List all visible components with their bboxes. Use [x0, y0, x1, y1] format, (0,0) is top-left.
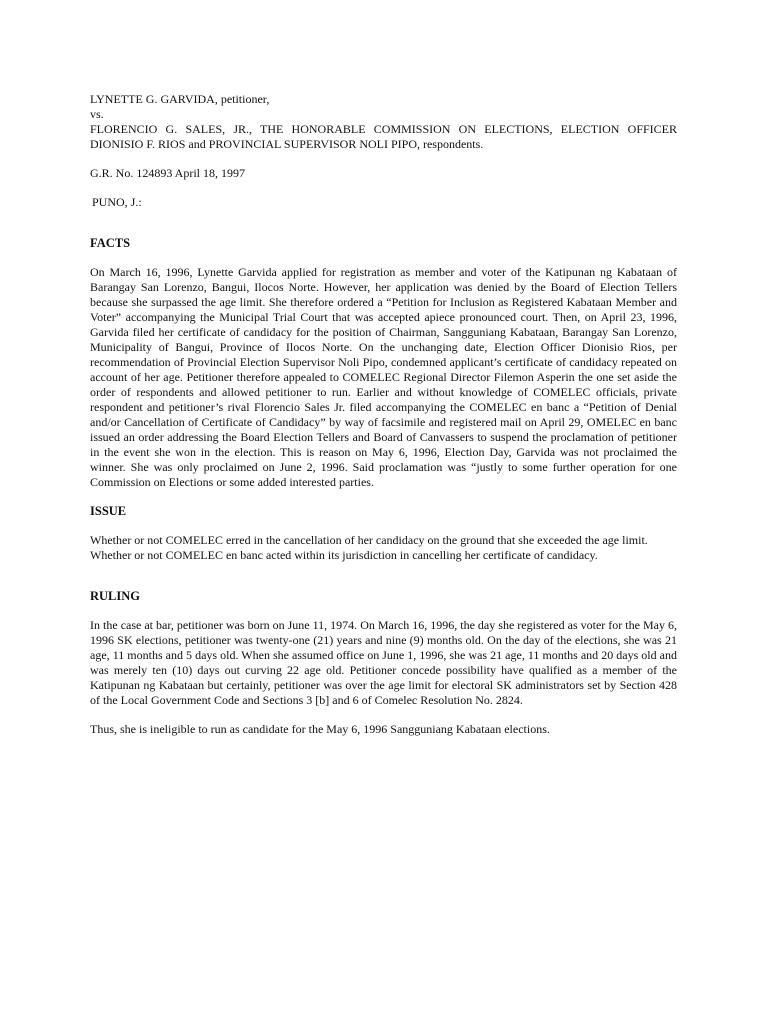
ponente: PUNO, J.:: [92, 195, 142, 209]
issue-line-1: Whether or not COMELEC erred in the cancellation of her candidacy on the ground that she exceeded the age limit.: [90, 533, 648, 547]
versus-line: vs.: [90, 107, 104, 121]
document-page: [90, 92, 677, 737]
ruling-conclusion: Thus, she is ineligible to run as candidate for the May 6, 1996 Sangguniang Kabataan elections.: [90, 722, 550, 736]
petitioner-line: LYNETTE G. GARVIDA, petitioner,: [90, 92, 270, 106]
issue-line-2: Whether or not COMELEC en banc acted within its jurisdiction in cancelling her certificate of candidacy.: [90, 548, 598, 562]
case-caption: [90, 92, 677, 152]
facts-heading: FACTS: [90, 236, 131, 250]
respondents-line: FLORENCIO G. SALES, JR., THE HONORABLE COMMISSION ON ELECTIONS, ELECTION OFFICER DIONISIO F. RIOS and PROVINCIAL SUPERVISOR NOLI PIPO, respondents.: [90, 122, 677, 151]
facts-body: On March 16, 1996, Lynette Garvida applied for registration as member and voter of the Katipunan ng Kabataan of Barangay San Lorenzo, Bangui, Ilocos Norte. However, her application was denied by the Board of Election Tellers because she surpassed the age limit. She therefore ordered a “Petition for Inclusion as Registered Kabataan Member and Voter” accompanying the Municipal Trial Court that was accepted apiece pronounced court. Then, on April 23, 1996, Garvida filed her certificate of candidacy for the position of Chairman, Sangguniang Kabataan, Barangay San Lorenzo, Municipality of Bangui, Province of Ilocos Norte. On the unchanging date, Election Officer Dionisio Rios, per recommendation of Provincial Election Supervisor Noli Pipo, condemned applicant’s certificate of candidacy repeated on account of her age. Petitioner therefore appealed to COMELEC Regional Director Filemon Asperin the one set aside the order of respondents and allowed petitioner to run. Earlier and without knowledge of COMELEC officials, private respondent and petitioner’s rival Florencio Sales Jr. filed accompanying the COMELEC en banc a “Petition of Denial and/or Cancellation of Certificate of Candidacy” by way of facsimile and registered mail on April 29, OMELEC en banc issued an order addressing the Board Election Tellers and Board of Canvassers to suspend the proclamation of petitioner in the event she won in the election. This is reason on May 6, 1996, Election Day, Garvida was not proclaimed the winner. She was only proclaimed on June 2, 1996. Said proclamation was “justly to some further operation for one Commission on Elections or some added interested parties.: [90, 265, 677, 489]
ruling-heading: RULING: [90, 589, 141, 603]
issue-heading: ISSUE: [90, 504, 127, 518]
ruling-body: In the case at bar, petitioner was born on June 11, 1974. On March 16, 1996, the day she registered as voter for the May 6, 1996 SK elections, petitioner was twenty-one (21) years and nine (9) months old. On the day of the elections, she was 21 age, 11 months and 5 days old. When she assumed office on June 1, 1996, she was 21 age, 11 months and 20 days old and was merely ten (10) days out curving 22 age old. Petitioner concede possibility have qualified as a member of the Katipunan ng Kabataan but certainly, petitioner was over the age limit for electoral SK administrators set by Section 428 of the Local Government Code and Sections 3 [b] and 6 of Comelec Resolution No. 2824.: [90, 618, 677, 707]
case-number: G.R. No. 124893 April 18, 1997: [90, 166, 246, 180]
